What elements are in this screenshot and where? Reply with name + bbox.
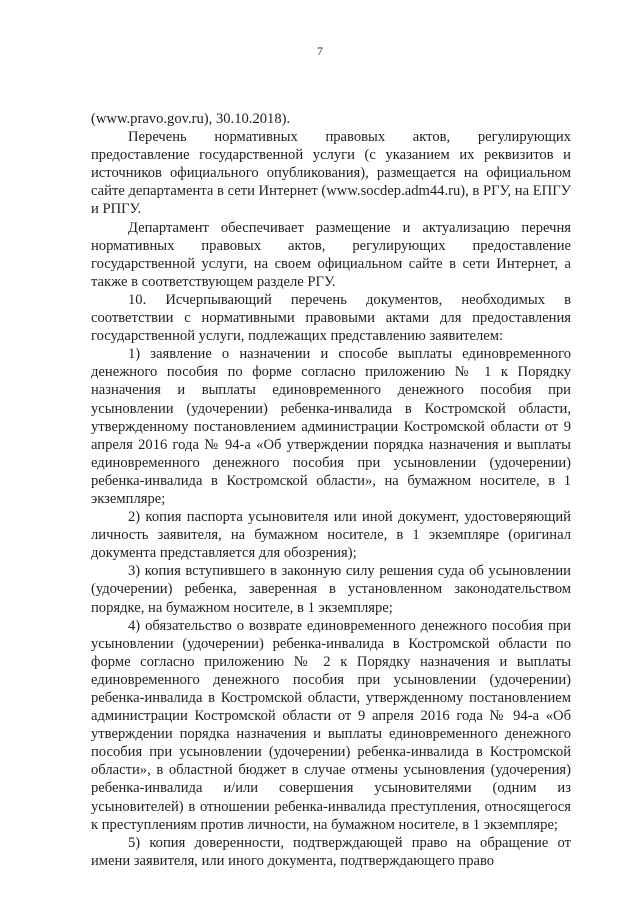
paragraph: Департамент обеспечивает размещение и актуализацию перечня нормативных правовых актов, регулирующих предоставление государственной услуги, на своем официальном сайте в сети Интернет, а также в соответствующем разделе РГУ. bbox=[91, 219, 571, 290]
paragraph: 10. Исчерпывающий перечень документов, необходимых в соответствии с нормативными правовыми актами для предоставления государственной услуги, подлежащих представлению заявителем: bbox=[91, 291, 571, 345]
paragraph: Перечень нормативных правовых актов, регулирующих предоставление государственной услуги (с указанием их реквизитов и источников официального опубликования), размещается на официальном сайте департамента в сети Интернет (www.socdep.adm44.ru), в РГУ, на ЕПГУ и РПГУ. bbox=[91, 129, 571, 218]
paragraph: 4) обязательство о возврате единовременного денежного пособия при усыновлении (удочерении) ребенка-инвалида в Костромской области по форме согласно приложению № 2 к Порядку назначения и выплаты единовременного денежного пособия при усыновлении (удочерении) ребенка-инвалида в Костромской области, утвержденному постановлением администрации Костромской области от 9 апреля 2016 года № 94-а «Об утверждении порядка назначения и выплаты единовременного денежного пособия при усыновлении (удочерении) ребенка-инвалида в Костромской области», в областной бюджет в случае отмены усыновления (удочерения) ребенка-инвалида и/или совершения усыновителями (одним из усыновителей) в отношении ребенка-инвалида преступления, относящегося к преступлениям против личности, на бумажном носителе, в 1 экземпляре; bbox=[91, 617, 571, 833]
document-body bbox=[91, 110, 571, 870]
paragraph: 2) копия паспорта усыновителя или иной документ, удостоверяющий личность заявителя, на бумажном носителе, в 1 экземпляре (оригинал документа представляется для обозрения); bbox=[91, 509, 571, 562]
paragraph: 1) заявление о назначении и способе выплаты единовременного денежного пособия по форме согласно приложению № 1 к Порядку назначения и выплаты единовременного денежного пособия при усыновлении (удочерении) ребенка-инвалида в Костромской области, утвержденному постановлением администрации Костромской области от 9 апреля 2016 года № 94-а «Об утверждении порядка назначения и выплаты единовременного денежного пособия при усыновлении (удочерении) ребенка-инвалида в Костромской области», на бумажном носителе, в 1 экземпляре; bbox=[91, 346, 571, 507]
paragraph: (www.pravo.gov.ru), 30.10.2018). bbox=[91, 111, 291, 127]
paragraph: 5) копия доверенности, подтверждающей право на обращение от имени заявителя, или иного документа, подтверждающего право bbox=[91, 834, 571, 869]
paragraph: 3) копия вступившего в законную силу решения суда об усыновлении (удочерении) ребенка, заверенная в установленном законодательством порядке, на бумажном носителе, в 1 экземпляре; bbox=[91, 563, 571, 616]
page-number: 7 bbox=[317, 44, 323, 58]
